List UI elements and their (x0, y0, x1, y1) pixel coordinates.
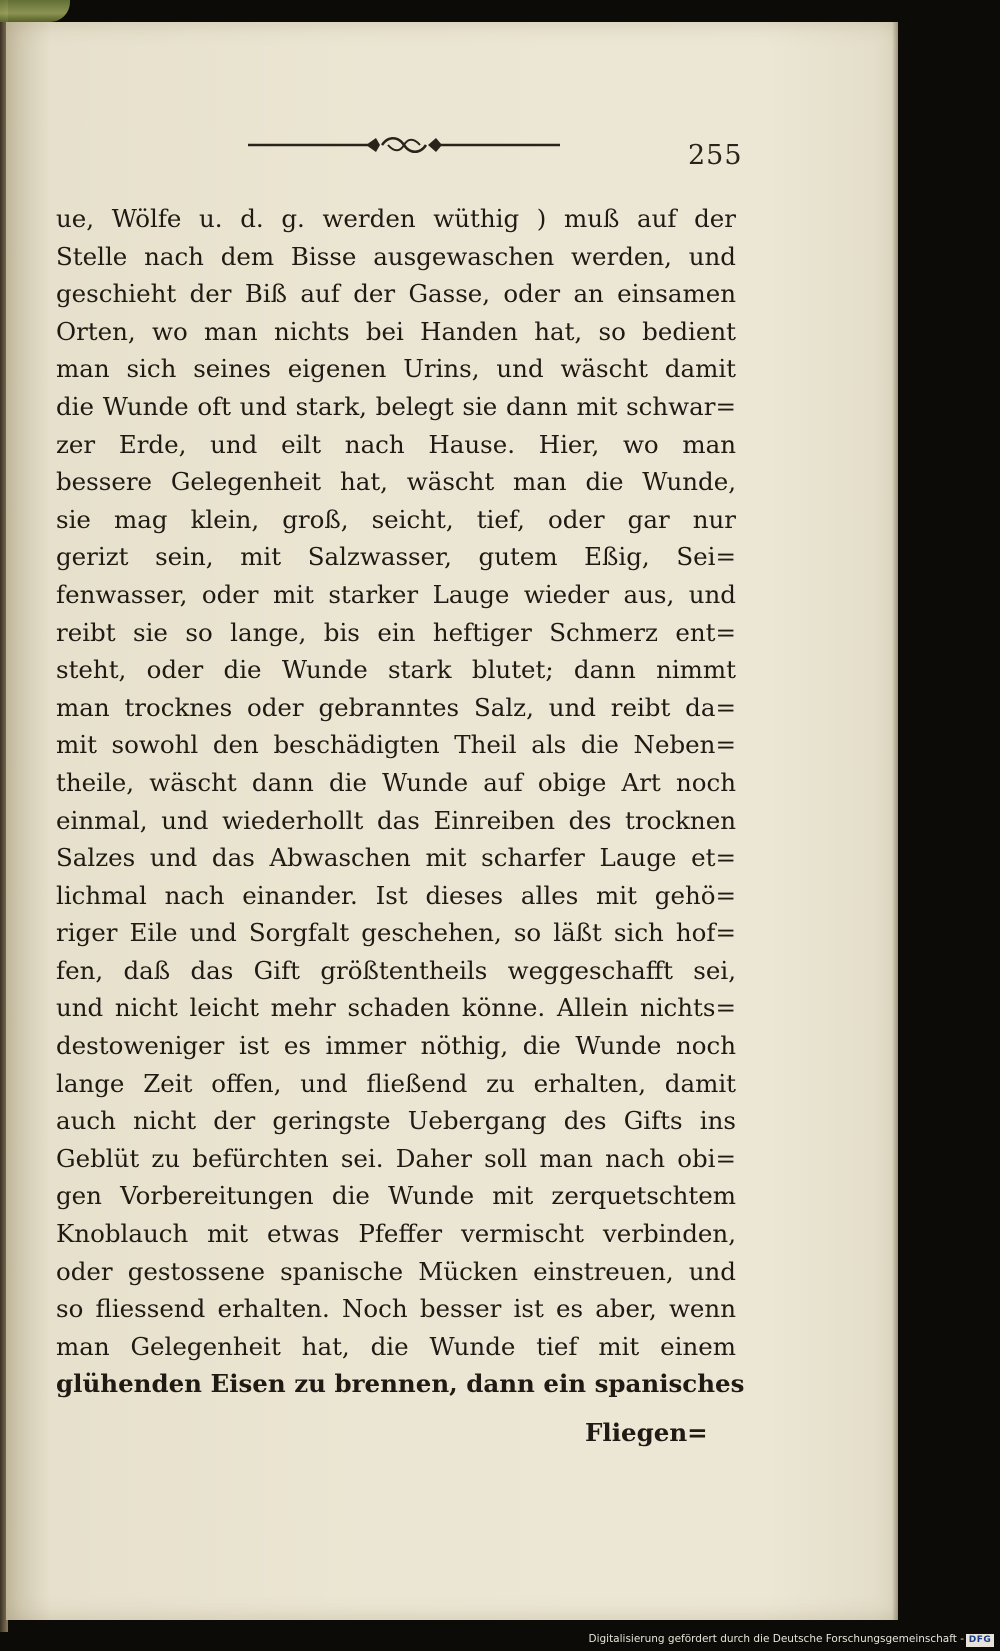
text-line: so fliessend erhalten. Noch besser ist es aber, wenn (56, 1294, 736, 1324)
text-line: lichmal nach einander. Ist dieses alles mit gehö= (56, 880, 736, 910)
text-line: Knoblauch mit etwas Pfeffer vermischt verbinden, (56, 1219, 736, 1249)
text-line: gerizt sein, mit Salzwasser, gutem Eßig, Sei= (56, 542, 736, 572)
ribbon-bookmark (0, 0, 70, 22)
text-line: ue, Wölfe u. d. g. werden wüthig ) muß auf der (56, 204, 736, 233)
text-line: Orten, wo man nichts bei Handen hat, so bedient (56, 316, 736, 346)
text-line: riger Eile und Sorgfalt geschehen, so läßt sich hof= (56, 918, 736, 948)
dfg-logo: DFG (966, 1634, 994, 1647)
text-line: zer Erde, und eilt nach Hause. Hier, wo man (56, 429, 736, 459)
digitization-credit: Digitalisierung gefördert durch die Deutsche Forschungsgemeinschaft - (588, 1633, 964, 1645)
text-line: theile, wäscht dann die Wunde auf obige Art noch (56, 767, 736, 797)
text-line: Stelle nach dem Bisse ausgewaschen werden, und (56, 241, 736, 271)
text-line: auch nicht der geringste Uebergang des Gifts ins (56, 1106, 736, 1136)
text-line: gen Vorbereitungen die Wunde mit zerquetschtem (56, 1181, 736, 1211)
text-line: die Wunde oft und stark, belegt sie dann mit schwar= (56, 391, 736, 421)
text-line: mit sowohl den beschädigten Theil als die Neben= (56, 730, 736, 760)
text-line: man trocknes oder gebranntes Salz, und reibt da= (56, 692, 736, 722)
text-line: man Gelegenheit hat, die Wunde tief mit einem (56, 1331, 736, 1361)
text-line: man sich seines eigenen Urins, und wäscht damit (56, 354, 736, 384)
text-line: bessere Gelegenheit hat, wäscht man die Wunde, (56, 467, 736, 497)
page-number: 255 (688, 140, 743, 171)
header-ornament-rule (248, 132, 560, 156)
text-line: Salzes und das Abwaschen mit scharfer Lauge et= (56, 843, 736, 873)
text-line: oder gestossene spanische Mücken einstreuen, und (56, 1256, 736, 1286)
text-line: lange Zeit offen, und fließend zu erhalten, damit (56, 1068, 736, 1098)
text-line: einmal, und wiederhollt das Einreiben des trocknen (56, 805, 736, 835)
text-line: Geblüt zu befürchten sei. Daher soll man nach obi= (56, 1143, 736, 1173)
text-line: destoweniger ist es immer nöthig, die Wunde noch (56, 1031, 736, 1061)
text-line: geschieht der Biß auf der Gasse, oder an einsamen (56, 279, 736, 309)
text-line: und nicht leicht mehr schaden könne. Allein nichts= (56, 993, 736, 1023)
text-line: fen, daß das Gift größtentheils weggeschafft sei, (56, 955, 736, 985)
catchword: Fliegen= (585, 1418, 708, 1447)
text-line: reibt sie so lange, bis ein heftiger Schmerz ent= (56, 617, 736, 647)
text-line: glühenden Eisen zu brennen, dann ein spanisches (56, 1369, 745, 1399)
body-text (56, 200, 745, 1403)
text-line: fenwasser, oder mit starker Lauge wieder aus, und (56, 579, 736, 609)
text-line: sie mag klein, groß, seicht, tief, oder gar nur (56, 504, 736, 534)
text-line: steht, oder die Wunde stark blutet; dann nimmt (56, 655, 736, 685)
